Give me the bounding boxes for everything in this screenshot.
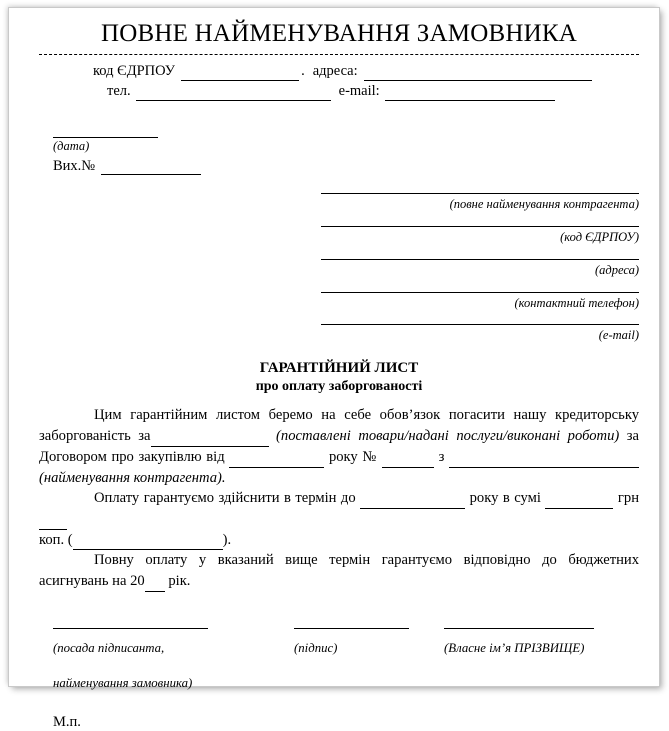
signature-column-position [53,628,228,692]
document-page [9,8,659,730]
contract-number-input[interactable] [382,455,434,468]
header-phone-email-row [39,81,639,101]
recipient-edrpou-caption: (код ЄДРПОУ) [560,230,639,244]
body-p3-text-2: рік. [168,573,191,590]
recipient-field-edrpou [321,226,639,247]
letter-subtitle: про оплату заборгованості [255,379,423,395]
recipient-address-caption: (адреса) [594,262,639,277]
outgoing-number-label: Вих.№ [53,158,96,175]
header-contact-block [39,61,639,101]
stamp-mark: М.п. [53,713,81,730]
body-p2-text-1: Оплату гарантуємо здійснити в термін до [94,490,356,507]
body-p1-text-2: за Договором про закупівлю від [39,428,640,465]
signatory-name-caption: (Власне ім’я ПРІЗВИЩЕ) [444,640,585,655]
recipient-phone-caption: (контактний телефон) [514,295,639,310]
date-caption: (дата) [53,139,90,154]
body-paragraph-3 [39,550,639,591]
body-paragraph-2 [39,488,639,529]
recipient-field-phone [321,292,639,313]
body-p1-text-1: Цим гарантійним листом беремо на себе обов’язок погасити нашу кредиторську заборгованість за [39,407,639,445]
signatory-position-caption-line2: найменування замовника) [53,676,193,691]
body-p3-text-1: Повну оплату у вказаний вище термін гарантуємо відповідно до бюджетних асигнувань на 20 [39,552,639,590]
payment-amount-words-input[interactable] [73,537,223,550]
signature-caption: (підпис) [294,640,338,655]
payment-kopiyky-input[interactable] [39,517,67,530]
body-paragraph-1 [39,405,639,488]
body-p1-italic-1: (поставлені товари/надані послуги/виконані роботи) [276,428,620,445]
address-input[interactable] [364,67,592,81]
counterparty-name-input[interactable] [449,455,639,468]
recipient-name-caption: (повне найменування контрагента) [449,197,639,212]
phone-input[interactable] [136,87,331,101]
body-p1-italic-2: (найменування контрагента). [39,469,226,486]
signature-column-name [444,628,619,656]
recipient-block [321,193,639,345]
debt-basis-input[interactable] [151,434,269,447]
body-p2-close: ). [222,531,232,548]
date-and-outgoing-block [39,125,639,175]
signatory-position-input[interactable] [53,628,208,629]
payment-deadline-input[interactable] [360,496,465,509]
address-label: адреса: [312,63,358,80]
email-input[interactable] [385,87,555,101]
signature-block [39,628,639,728]
header-dashed-divider [39,54,639,55]
recipient-field-email [321,324,639,345]
body-p2-kop-label: коп. ( [39,531,73,548]
payment-amount-input[interactable] [545,496,613,509]
signature-column-signature [294,628,424,656]
edrpou-input[interactable] [181,67,299,81]
body-p1-text-3: року [328,448,358,465]
letter-body [39,405,639,591]
date-input[interactable] [53,125,158,138]
header-edrpou-address-row [39,61,639,81]
outgoing-number-input[interactable] [101,161,201,175]
outgoing-number-row [53,158,639,175]
body-p1-number-sign: № [362,448,378,465]
budget-year-input[interactable] [145,579,165,592]
email-label: e-mail: [338,83,380,100]
body-p1-text-4: з [438,448,445,465]
body-p2-currency: грн [617,490,639,507]
document-page-shadow [9,8,659,730]
document-content [39,8,639,728]
recipient-email-caption: (e-mail) [598,328,639,343]
edrpou-label: код ЄДРПОУ [93,63,176,80]
phone-label: тел. [107,83,131,100]
signatory-position-caption-line1: (посада підписанта, [53,640,165,655]
body-paragraph-2-cont [39,530,639,551]
recipient-field-name [321,193,639,214]
letter-title: ГАРАНТІЙНИЙ ЛИСТ [259,360,419,376]
body-p2-text-2: року в сумі [469,490,541,507]
contract-date-input[interactable] [229,455,324,468]
organization-title: ПОВНЕ НАЙМЕНУВАННЯ ЗАМОВНИКА [101,20,577,47]
recipient-field-address [321,259,639,280]
signatory-name-input[interactable] [444,628,594,629]
signature-input[interactable] [294,628,409,629]
edrpou-period: . [301,63,305,80]
